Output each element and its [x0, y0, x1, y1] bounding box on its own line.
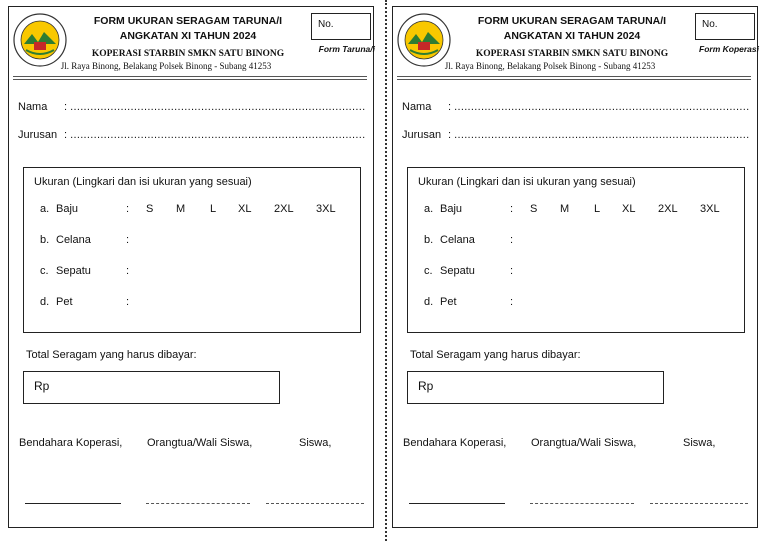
size-option-m[interactable]: M — [560, 203, 570, 215]
colon: : — [64, 129, 71, 141]
size-option-s[interactable]: S — [146, 203, 154, 215]
signature-line-bendahara[interactable] — [409, 503, 505, 504]
cut-line — [385, 0, 387, 541]
form-title — [457, 14, 687, 44]
header-rule — [397, 79, 751, 80]
title-line-2: ANGKATAN XI TAHUN 2024 — [119, 30, 257, 42]
item-letter: d. — [40, 296, 50, 308]
signature-label-orangtua: Orangtua/Wali Siswa, — [531, 437, 637, 449]
item-colon: : — [126, 203, 130, 215]
koperasi-logo — [396, 12, 452, 68]
nama-field[interactable] — [402, 101, 750, 113]
item-colon: : — [510, 203, 514, 215]
coop-address: Jl. Raya Binong, Belakang Polsek Binong - Subang 41253 — [60, 61, 272, 71]
title-line-1: FORM UKURAN SERAGAM TARUNA/I — [477, 15, 667, 27]
colon: : — [448, 129, 455, 141]
koperasi-logo — [12, 12, 68, 68]
number-label: No. — [318, 19, 334, 30]
form-tag: Form Koperasi — [699, 44, 759, 54]
item-letter: c. — [40, 265, 49, 277]
nama-dotted-line[interactable]: ........................................................................................ — [454, 101, 750, 113]
size-option-3xl[interactable]: 3XL — [700, 203, 720, 215]
size-option-xl[interactable]: XL — [238, 203, 252, 215]
nama-label: Nama — [402, 101, 432, 113]
item-letter: a. — [40, 203, 50, 215]
form-title — [73, 14, 303, 44]
size-option-l[interactable]: L — [594, 203, 601, 215]
item-letter: d. — [424, 296, 434, 308]
item-name: Baju — [440, 203, 463, 215]
form-koperasi — [392, 6, 758, 528]
total-amount-box[interactable] — [23, 371, 280, 404]
item-name: Celana — [440, 234, 475, 246]
signature-label-siswa: Siswa, — [299, 437, 332, 449]
nama-label: Nama — [18, 101, 48, 113]
signature-label-orangtua: Orangtua/Wali Siswa, — [147, 437, 253, 449]
size-option-2xl[interactable]: 2XL — [658, 203, 678, 215]
signature-label-siswa: Siswa, — [683, 437, 716, 449]
item-letter: c. — [424, 265, 433, 277]
coop-address: Jl. Raya Binong, Belakang Polsek Binong - Subang 41253 — [444, 61, 656, 71]
item-colon: : — [126, 296, 130, 308]
size-option-xl[interactable]: XL — [622, 203, 636, 215]
total-label: Total Seragam yang harus dibayar: — [410, 349, 581, 361]
item-name: Pet — [56, 296, 73, 308]
item-name: Pet — [440, 296, 457, 308]
signature-line-orangtua[interactable] — [530, 503, 634, 504]
item-name: Baju — [56, 203, 79, 215]
item-colon: : — [126, 234, 130, 246]
rp-label: Rp — [418, 379, 434, 393]
title-line-1: FORM UKURAN SERAGAM TARUNA/I — [93, 15, 283, 27]
size-option-s[interactable]: S — [530, 203, 538, 215]
nama-dotted-line[interactable]: ........................................................................................ — [70, 101, 366, 113]
signature-label-bendahara: Bendahara Koperasi, — [19, 437, 123, 449]
coop-name: KOPERASI STARBIN SMKN SATU BINONG — [91, 49, 285, 59]
jurusan-dotted-line[interactable]: ........................................................................................ — [454, 129, 750, 141]
rp-label: Rp — [34, 379, 50, 393]
number-label: No. — [702, 19, 718, 30]
item-colon: : — [510, 234, 514, 246]
number-box[interactable] — [311, 13, 371, 40]
form-tag: Form Taruna/i — [318, 44, 375, 54]
header-rule — [13, 76, 367, 77]
colon: : — [64, 101, 71, 113]
item-letter: a. — [424, 203, 434, 215]
jurusan-dotted-line[interactable]: ........................................................................................ — [70, 129, 366, 141]
title-line-2: ANGKATAN XI TAHUN 2024 — [503, 30, 641, 42]
coop-name: KOPERASI STARBIN SMKN SATU BINONG — [475, 49, 669, 59]
form-taruna — [8, 6, 374, 528]
size-option-m[interactable]: M — [176, 203, 186, 215]
signature-label-bendahara: Bendahara Koperasi, — [403, 437, 507, 449]
size-option-l[interactable]: L — [210, 203, 217, 215]
number-box[interactable] — [695, 13, 755, 40]
size-option-2xl[interactable]: 2XL — [274, 203, 294, 215]
jurusan-field[interactable] — [18, 129, 366, 141]
item-colon: : — [510, 296, 514, 308]
item-letter: b. — [424, 234, 434, 246]
item-name: Sepatu — [56, 265, 91, 277]
item-colon: : — [126, 265, 130, 277]
header-rule — [397, 76, 751, 77]
signature-line-orangtua[interactable] — [146, 503, 250, 504]
total-amount-box[interactable] — [407, 371, 664, 404]
item-colon: : — [510, 265, 514, 277]
colon: : — [448, 101, 455, 113]
jurusan-label: Jurusan — [18, 129, 58, 141]
ukuran-header: Ukuran (Lingkari dan isi ukuran yang sesuai) — [34, 176, 252, 188]
nama-field[interactable] — [18, 101, 366, 113]
size-option-3xl[interactable]: 3XL — [316, 203, 336, 215]
jurusan-label: Jurusan — [402, 129, 442, 141]
ukuran-box — [407, 167, 745, 333]
signature-line-siswa[interactable] — [266, 503, 364, 504]
signature-line-bendahara[interactable] — [25, 503, 121, 504]
signature-line-siswa[interactable] — [650, 503, 748, 504]
header-rule — [13, 79, 367, 80]
item-name: Sepatu — [440, 265, 475, 277]
item-name: Celana — [56, 234, 91, 246]
total-label: Total Seragam yang harus dibayar: — [26, 349, 197, 361]
item-letter: b. — [40, 234, 50, 246]
ukuran-box — [23, 167, 361, 333]
ukuran-header: Ukuran (Lingkari dan isi ukuran yang sesuai) — [418, 176, 636, 188]
jurusan-field[interactable] — [402, 129, 750, 141]
